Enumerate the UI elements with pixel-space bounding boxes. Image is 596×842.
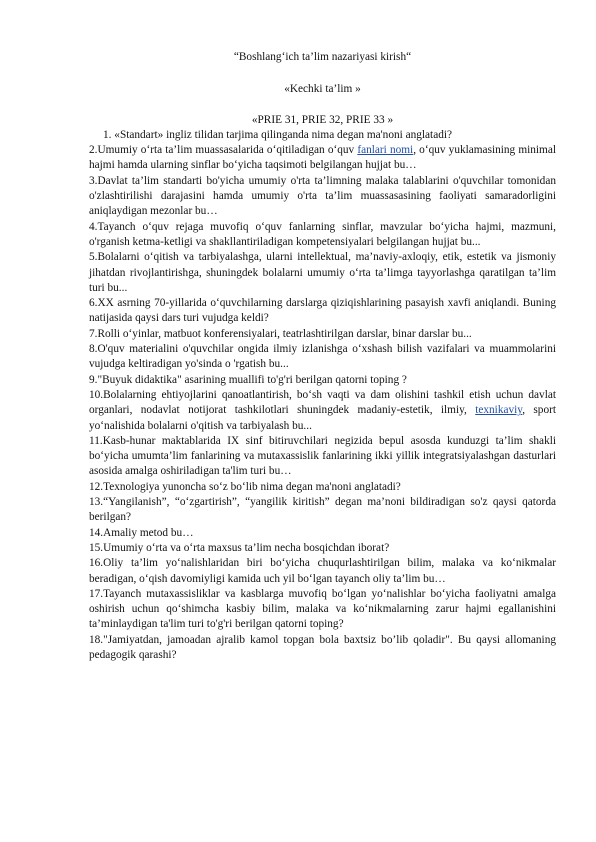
question-item: 11.Kasb-hunar maktablarida IX sinf bitiruvchilari negizida bepul asosda kunduzgi ta’lim shakli bo‘yicha umumta’lim fanlarining va mutaxassislik fanlarining ikki yillik integratsiyalashgan dasturlari asosida amalga oshiriladigan ta'lim turi bu… bbox=[89, 434, 556, 478]
question-item: 16.Oliy ta’lim yo‘nalishlaridan biri bo‘yicha chuqurlashtirilgan bilim, malaka va ko‘nikmalar beradigan, o‘qish davomiyligi kamida uch yil bo‘lgan tayanch oliy ta’lim bu… bbox=[89, 557, 556, 585]
question-text: , sport yo‘nalishida bolalarni o'qitish va tarbiyalash bu... bbox=[89, 404, 556, 432]
question-item: 9."Buyuk didaktika" asarining muallifi to'g'ri berilgan qatorni toping ? bbox=[89, 373, 407, 386]
course-codes: «PRIE 31, PRIE 32, PRIE 33 » bbox=[251, 113, 394, 126]
question-item: 4.Tayanch o‘quv rejaga muvofiq o‘quv fanlarning sinflar, mavzular bo‘yicha hajmi, mazmuni, o'rganish ketma-ketligi va shakllantiriladigan kompetensiyalari belgilangan hujjat bu... bbox=[89, 220, 556, 248]
texnikaviy-link[interactable]: texnikaviy bbox=[475, 404, 523, 417]
question-item: 13.“Yangilanish”, “o‘zgartirish”, “yangilik kiritish” degan ma’noni bildiradigan so'z qaysi qatorda berilgan? bbox=[89, 496, 556, 524]
fanlari-nomi-link[interactable]: fanlari nomi bbox=[357, 144, 414, 157]
question-item: 5.Bolalarni o‘qitish va tarbiyalashga, ularni intellektual, ma’naviy-axloqiy, etik, estetik va jismoniy jihatdan rivojlantirishga, shuningdek bolalarni umumiy o‘rta ta’limga tayyorlashga qaratilgan ta’lim turi bu... bbox=[89, 251, 556, 294]
question-item: 17.Tayanch mutaxassisliklar va kasblarga muvofiq bo‘lgan yo‘nalishlar bo‘yicha faoliyatni amalga oshirish uchun qo‘shimcha kasbiy bilim, malaka va ko‘nikmalarning zarur hajmi egallanishini ta’minlaydigan ta'lim turi to'g'ri berilgan qatorni toping? bbox=[89, 587, 556, 631]
question-item: 6.XX asrning 70-yillarida o‘quvchilarning darslarga qiziqishlarining pasayish xavfi aniqlandi. Buning natijasida qaysi dars turi vujudga keldi? bbox=[89, 297, 556, 325]
question-list bbox=[89, 128, 556, 663]
document-title: “Boshlang‘ich ta’lim nazariyasi kirish“ bbox=[233, 51, 412, 63]
question-text: 10.Bolalarning ehtiyojlarini qanoatlantirish, bo‘sh vaqti va dam olishini tashkil etish uchun davlat organlari, nodavlat notijorat tashkilotlari shuningdek madaniy-estetik, ilmiy, bbox=[89, 388, 556, 417]
question-item: 3.Davlat ta’lim standarti bo'yicha umumiy o'rta ta’limning malaka talablarini o'quvchilar tomonidan o'zlashtirilishi darajasini hamda umumiy o'rta ta’lim muassasasining faoliyati samaradorligini aniqlaydigan mezonlar bu… bbox=[89, 174, 556, 218]
question-item: 12.Texnologiya yunoncha so‘z bo‘lib nima degan ma'noni anglatadi? bbox=[89, 480, 401, 493]
question-item: 18."Jamiyatdan, jamoadan ajralib kamol topgan bola baxtsiz bo’lib qoladir". Bu qaysi allomaning pedagogik qarashi? bbox=[89, 633, 556, 661]
question-item bbox=[89, 388, 556, 434]
question-item bbox=[89, 143, 556, 174]
question-item: 7.Rolli o‘yinlar, matbuot konferensiyalari, teatrlashtirilgan darslar, binar darslar bu... bbox=[89, 327, 472, 340]
question-text: 2.Umumiy o‘rta ta’lim muassasalarida o‘qitiladigan o‘quv bbox=[89, 144, 358, 157]
question-item: 8.O'quv materialini o'quvchilar ongida ilmiy izlanishga o‘xshash bilish vazifalari va muammolarini vujudga keltiradigan yo'sinda o 'rgatish bu... bbox=[89, 343, 556, 371]
question-item: 15.Umumiy o‘rta va o‘rta maxsus ta’lim necha bosqichdan iborat? bbox=[89, 541, 390, 554]
document-subtitle: «Kechki ta’lim » bbox=[284, 83, 361, 96]
question-item: 1. «Standart» ingliz tilidan tarjima qilinganda nima degan ma'noni anglatadi? bbox=[103, 128, 453, 141]
question-item: 14.Amaliy metod bu… bbox=[89, 526, 194, 539]
question-text: , o‘quv yuklamasining minimal hajmi hamda ularning sinflar bo‘yicha taqsimoti belgilangan hujjat bu… bbox=[89, 144, 556, 172]
